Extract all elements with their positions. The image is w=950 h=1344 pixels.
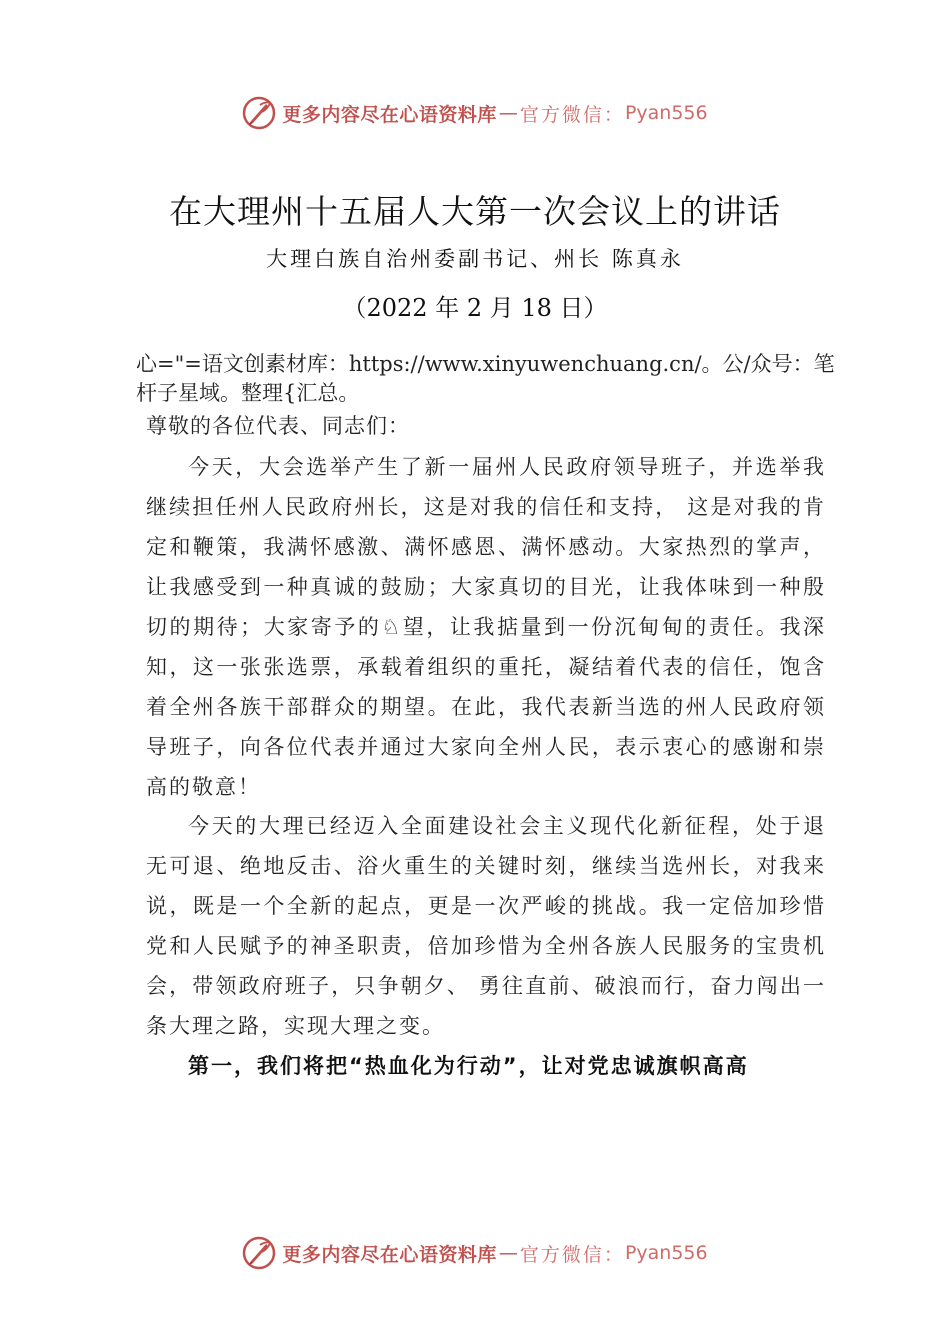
banner-wechat-label: 官方微信： bbox=[519, 103, 625, 126]
body-paragraph-1: 今天，大会选举产生了新一届州人民政府领导班子，并选举我继续担任州人民政府州长，这是对我的信任和支持， 这是对我的肯定和鞭策，我满怀感激、满怀感恩、满怀感动。大家热烈的掌声，让我感受到一种真诚的鼓励；大家真切的目光，让我体味到一种殷切的期待；大家寄予的♘望，让我掂量到一份沉甸甸的责任。我深知，这一张张选票，承载着组织的重托，凝结着代表的信任，饱含着全州各族干部群众的期望。在此，我代表新当选的州人民政府领导班子，向各位代表并通过大家向全州人民，表示衷心的感谢和崇高的敬意！ bbox=[146, 455, 826, 799]
banner-dash: — bbox=[498, 102, 518, 124]
banner-wechat-label: 官方微信： bbox=[519, 1243, 625, 1266]
body-paragraph-2: 今天的大理已经迈入全面建设社会主义现代化新征程，处于退无可退、绝地反击、浴火重生的关键时刻，继续当选州长，对我来说，既是一个全新的起点，更是一次严峻的挑战。我一定倍加珍惜党和人民赋予的神圣职责，倍加珍惜为全州各族人民服务的宝贵机会，带领政府班子，只争朝夕、 勇往直前、破浪而行，奋力闯出一条大理之路，实现大理之变。 bbox=[146, 814, 826, 1038]
banner-wechat-id: Pyan556 bbox=[624, 1242, 708, 1264]
greeting: 尊敬的各位代表、同志们： bbox=[146, 414, 410, 438]
banner-brand-text: 更多内容尽在心语资料库 bbox=[282, 1243, 497, 1266]
document-title: 在大理州十五届人大第一次会议上的讲话 bbox=[169, 192, 781, 231]
banner-brand-text: 更多内容尽在心语资料库 bbox=[282, 103, 497, 126]
document-byline: 大理白族自治州委副书记、州长 陈真永 bbox=[266, 247, 684, 271]
document-date: （2022 年 2 月 18 日） bbox=[342, 294, 608, 322]
section-heading: 第一，我们将把“热血化为行动”，让对党忠诚旗帜高高 bbox=[188, 1054, 749, 1078]
quill-pen-logo-icon bbox=[242, 96, 276, 130]
footer-banner bbox=[0, 1233, 950, 1273]
banner-wechat-id: Pyan556 bbox=[624, 102, 708, 124]
quill-pen-logo-icon bbox=[242, 1236, 276, 1270]
banner-dash: — bbox=[498, 1242, 518, 1264]
header-banner bbox=[0, 93, 950, 133]
source-note: 心="=语文创素材库：https://www.xinyuwenchuang.cn/。公/众号：笔杆子星域。整理{汇总。 bbox=[136, 352, 835, 405]
